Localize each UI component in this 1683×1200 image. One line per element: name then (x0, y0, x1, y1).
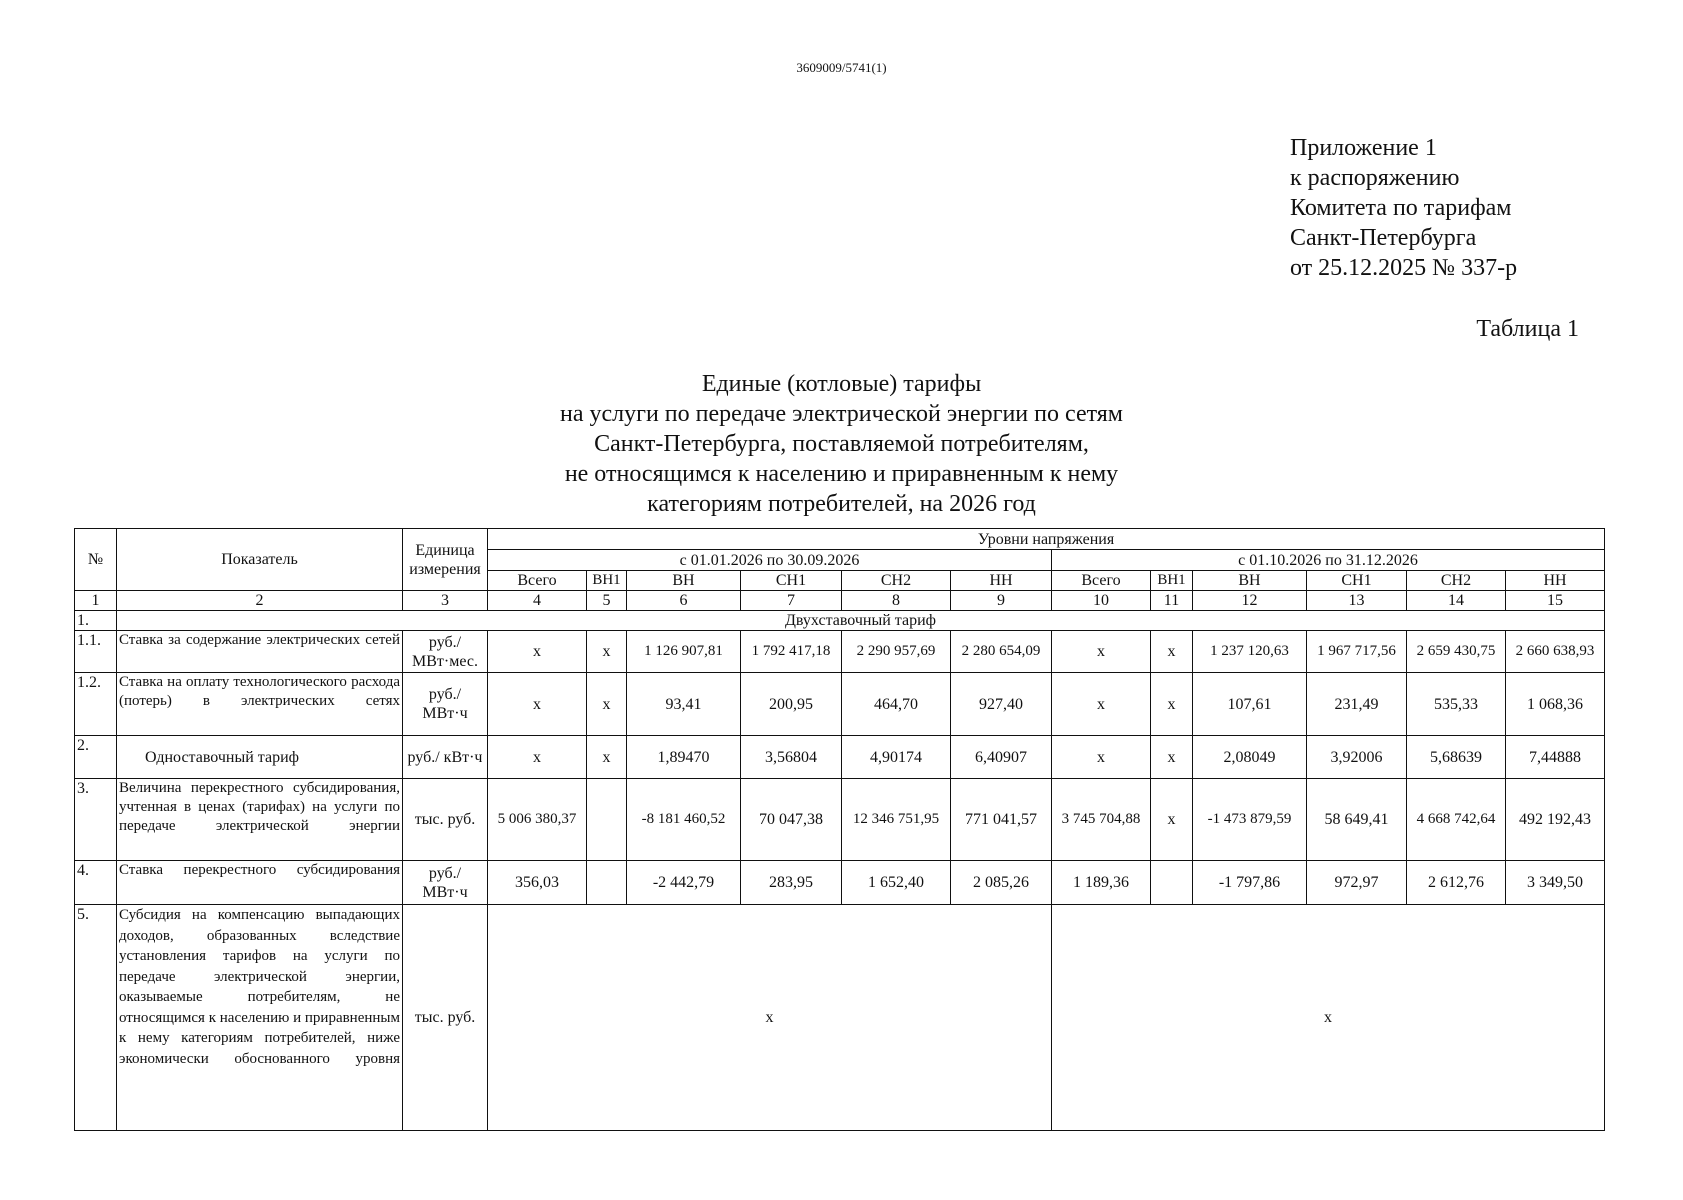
section-number: 1. (75, 611, 117, 631)
table-cell: х (488, 673, 587, 736)
level-header: ВН1 (587, 571, 627, 591)
row-number: 1.2. (75, 673, 117, 736)
column-number: 11 (1151, 591, 1193, 611)
table-cell: -1 473 879,59 (1193, 779, 1307, 861)
appendix-line: Приложение 1 (1290, 135, 1437, 161)
table-cell: 1 068,36 (1506, 673, 1605, 736)
row-unit: руб./ кВт·ч (403, 736, 488, 779)
table-cell: 2 290 957,69 (842, 631, 951, 673)
level-header: СН2 (1407, 571, 1506, 591)
section-label: Двухставочный тариф (117, 611, 1605, 631)
level-header: ВН1 (1151, 571, 1193, 591)
table-cell: 1 652,40 (842, 861, 951, 905)
table-cell: х (1052, 905, 1605, 1131)
column-number: 15 (1506, 591, 1605, 611)
table-title (0, 369, 1683, 519)
column-number: 3 (403, 591, 488, 611)
header-period-1: с 01.01.2026 по 30.09.2026 (488, 550, 1052, 571)
table-cell: 927,40 (951, 673, 1052, 736)
table-cell: 6,40907 (951, 736, 1052, 779)
level-header: СН1 (741, 571, 842, 591)
column-number: 9 (951, 591, 1052, 611)
table-cell: 3 349,50 (1506, 861, 1605, 905)
table-cell: х (1151, 673, 1193, 736)
row-unit: тыс. руб. (403, 779, 488, 861)
table-cell: 5 006 380,37 (488, 779, 587, 861)
column-number: 8 (842, 591, 951, 611)
table-cell: 2 612,76 (1407, 861, 1506, 905)
table-cell: 5,68639 (1407, 736, 1506, 779)
row-indicator: Одноставочный тариф (117, 736, 403, 779)
table-cell: х (1052, 736, 1151, 779)
header-no: № (75, 529, 117, 591)
column-number: 5 (587, 591, 627, 611)
table-cell: 356,03 (488, 861, 587, 905)
table-cell: х (1151, 779, 1193, 861)
level-header: Всего (488, 571, 587, 591)
title-line: Единые (котловые) тарифы (701, 371, 982, 397)
row-number: 4. (75, 861, 117, 905)
column-number: 13 (1307, 591, 1407, 611)
table-cell: 1 792 417,18 (741, 631, 842, 673)
row-indicator: Ставка перекрестного субсидирования (117, 861, 403, 905)
table-cell: 4 668 742,64 (1407, 779, 1506, 861)
table-cell: 4,90174 (842, 736, 951, 779)
table-cell: 283,95 (741, 861, 842, 905)
table-cell: 1,89470 (627, 736, 741, 779)
table-row (75, 736, 1605, 779)
appendix-line: к распоряжению (1290, 165, 1460, 191)
table-row (75, 905, 1605, 1131)
table-cell: 7,44888 (1506, 736, 1605, 779)
header-indicator: Показатель (117, 529, 403, 591)
row-unit: руб./ МВт·ч (403, 673, 488, 736)
row-number: 3. (75, 779, 117, 861)
table-cell: х (1151, 736, 1193, 779)
table-cell: х (587, 631, 627, 673)
header-unit: Единица измерения (403, 529, 488, 591)
table-cell: х (488, 631, 587, 673)
table-cell: х (1151, 631, 1193, 673)
column-number: 14 (1407, 591, 1506, 611)
table-cell (1151, 861, 1193, 905)
table-cell: 1 189,36 (1052, 861, 1151, 905)
section-row (75, 611, 1605, 631)
table-cell: 771 041,57 (951, 779, 1052, 861)
table-cell: 2 280 654,09 (951, 631, 1052, 673)
level-header: ВН (1193, 571, 1307, 591)
row-indicator: Субсидия на компенсацию выпадающих доходов, образованных вследствие установления тарифов на услуги по передаче электрической энергии, оказываемые потребителям, не относящимся к населению и приравненным к нему категориям потребителей, ниже экономически обоснованного уровня (117, 905, 403, 1131)
table-cell: 70 047,38 (741, 779, 842, 861)
appendix-line: Комитета по тарифам (1290, 195, 1512, 221)
level-header: НН (1506, 571, 1605, 591)
table-cell: 1 126 907,81 (627, 631, 741, 673)
level-header: Всего (1052, 571, 1151, 591)
title-line: на услуги по передаче электрической энергии по сетям (559, 401, 1123, 427)
level-header: СН1 (1307, 571, 1407, 591)
table-cell: х (1052, 673, 1151, 736)
row-unit: руб./ МВт·мес. (403, 631, 488, 673)
column-number: 7 (741, 591, 842, 611)
level-header: ВН (627, 571, 741, 591)
column-number: 10 (1052, 591, 1151, 611)
table-cell: 535,33 (1407, 673, 1506, 736)
table-cell: 3,92006 (1307, 736, 1407, 779)
table-cell: 972,97 (1307, 861, 1407, 905)
table-cell: 2 660 638,93 (1506, 631, 1605, 673)
table-cell: х (587, 673, 627, 736)
level-header: СН2 (842, 571, 951, 591)
table-row (75, 779, 1605, 861)
title-line: не относящимся к населению и приравненным к нему (564, 461, 1119, 487)
table-cell: 93,41 (627, 673, 741, 736)
row-indicator: Ставка за содержание электрических сетей (117, 631, 403, 673)
column-number: 2 (117, 591, 403, 611)
table-cell: -8 181 460,52 (627, 779, 741, 861)
table-cell: 12 346 751,95 (842, 779, 951, 861)
table-cell (587, 779, 627, 861)
appendix-line: от 25.12.2025 № 337-р (1290, 255, 1518, 281)
table-cell: 492 192,43 (1506, 779, 1605, 861)
column-number: 6 (627, 591, 741, 611)
table-row (75, 631, 1605, 673)
table-cell: 2,08049 (1193, 736, 1307, 779)
table-row (75, 673, 1605, 736)
column-number: 1 (75, 591, 117, 611)
table-cell: 2 659 430,75 (1407, 631, 1506, 673)
table-cell: 464,70 (842, 673, 951, 736)
header-voltage-levels: Уровни напряжения (488, 529, 1605, 550)
table-cell: х (488, 905, 1052, 1131)
table-cell: 58 649,41 (1307, 779, 1407, 861)
title-line: категориям потребителей, на 2026 год (647, 491, 1036, 517)
table-label: Таблица 1 (1476, 316, 1579, 342)
column-number: 12 (1193, 591, 1307, 611)
table-cell (587, 861, 627, 905)
row-unit: руб./ МВт·ч (403, 861, 488, 905)
header-row (75, 529, 1605, 550)
title-line: Санкт-Петербурга, поставляемой потребителям, (594, 431, 1089, 457)
tariff-table (74, 528, 1605, 1131)
row-indicator: Ставка на оплату технологического расхода (потерь) в электрических сетях (117, 673, 403, 736)
table-cell: -1 797,86 (1193, 861, 1307, 905)
table-cell: 107,61 (1193, 673, 1307, 736)
column-number: 4 (488, 591, 587, 611)
table-cell: -2 442,79 (627, 861, 741, 905)
row-unit: тыс. руб. (403, 905, 488, 1131)
header-period-2: с 01.10.2026 по 31.12.2026 (1052, 550, 1605, 571)
table-row (75, 861, 1605, 905)
table-cell: 200,95 (741, 673, 842, 736)
row-number: 2. (75, 736, 117, 779)
level-header: НН (951, 571, 1052, 591)
appendix-block (1290, 133, 1517, 283)
column-number-row (75, 591, 1605, 611)
row-number: 1.1. (75, 631, 117, 673)
table-cell: 1 237 120,63 (1193, 631, 1307, 673)
row-indicator: Величина перекрестного субсидирования, учтенная в ценах (тарифах) на услуги по передаче электрической энергии (117, 779, 403, 861)
table-cell: х (587, 736, 627, 779)
table-cell: 231,49 (1307, 673, 1407, 736)
table-cell: х (1052, 631, 1151, 673)
row-number: 5. (75, 905, 117, 1131)
table-cell: 1 967 717,56 (1307, 631, 1407, 673)
table-cell: 3 745 704,88 (1052, 779, 1151, 861)
document-id: 3609009/5741(1) (796, 60, 887, 75)
table-cell: х (488, 736, 587, 779)
table-cell: 2 085,26 (951, 861, 1052, 905)
appendix-line: Санкт-Петербурга (1290, 225, 1477, 251)
table-cell: 3,56804 (741, 736, 842, 779)
